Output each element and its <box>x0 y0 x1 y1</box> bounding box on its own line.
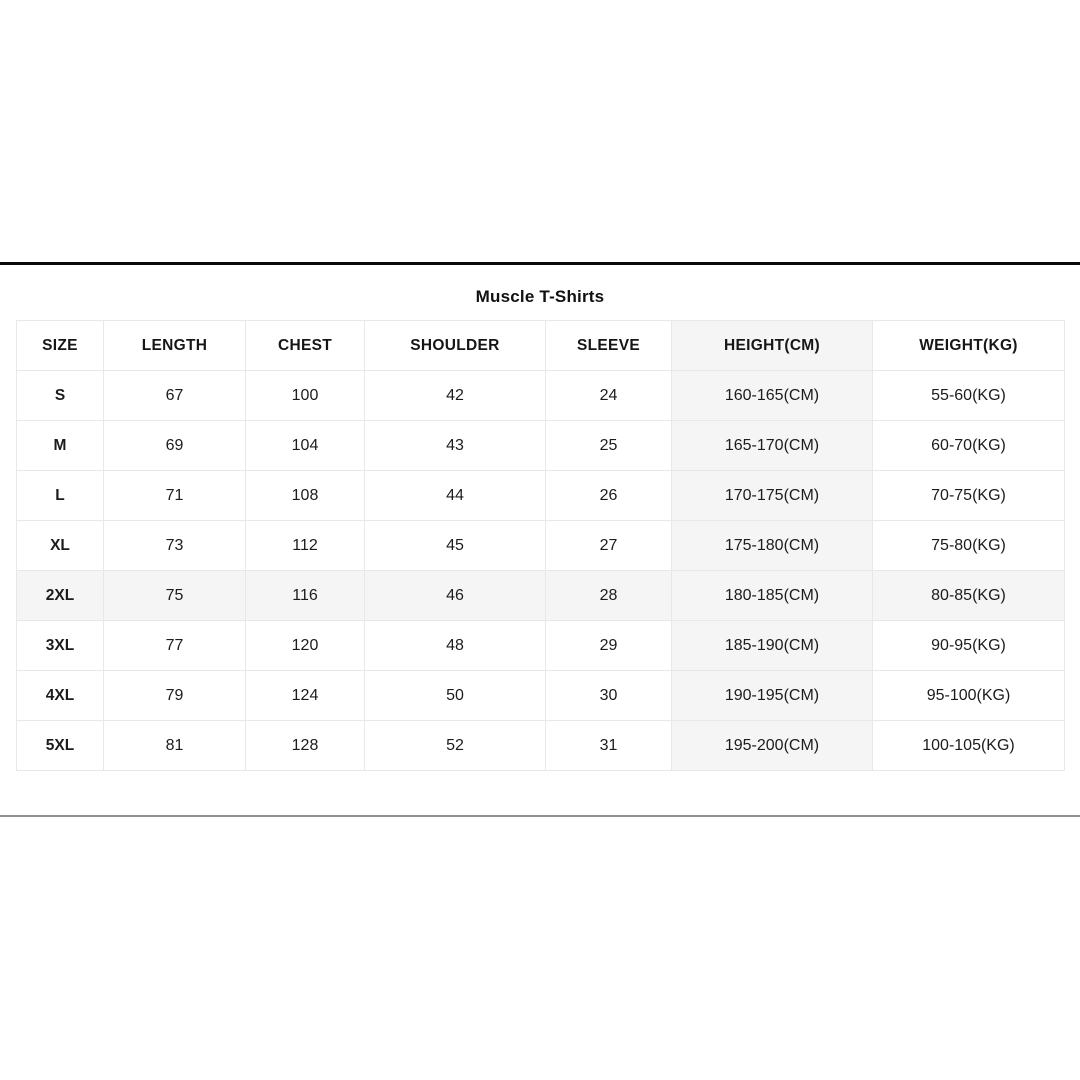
table-row <box>17 371 1065 421</box>
cell-weight: 75-80(KG) <box>873 521 1065 571</box>
cell-height: 170-175(CM) <box>672 471 873 521</box>
cell-chest: 104 <box>246 421 365 471</box>
cell-chest: 108 <box>246 471 365 521</box>
cell-shoulder: 43 <box>365 421 546 471</box>
cell-chest: 128 <box>246 721 365 771</box>
size-chart-table <box>16 320 1065 771</box>
size-chart-body <box>17 371 1065 771</box>
cell-length: 77 <box>104 621 246 671</box>
cell-length: 81 <box>104 721 246 771</box>
cell-sleeve: 30 <box>546 671 672 721</box>
cell-length: 71 <box>104 471 246 521</box>
cell-sleeve: 31 <box>546 721 672 771</box>
cell-size: M <box>17 421 104 471</box>
cell-height: 190-195(CM) <box>672 671 873 721</box>
cell-sleeve: 27 <box>546 521 672 571</box>
table-row <box>17 721 1065 771</box>
cell-size: 2XL <box>17 571 104 621</box>
cell-sleeve: 29 <box>546 621 672 671</box>
bottom-divider-rule <box>0 815 1080 817</box>
cell-length: 69 <box>104 421 246 471</box>
column-header-shoulder: SHOULDER <box>365 321 546 371</box>
cell-length: 67 <box>104 371 246 421</box>
table-row <box>17 671 1065 721</box>
column-header-weight: WEIGHT(KG) <box>873 321 1065 371</box>
cell-height: 175-180(CM) <box>672 521 873 571</box>
cell-length: 73 <box>104 521 246 571</box>
table-row <box>17 421 1065 471</box>
header-row <box>17 321 1065 371</box>
cell-height: 180-185(CM) <box>672 571 873 621</box>
cell-height: 160-165(CM) <box>672 371 873 421</box>
cell-height: 195-200(CM) <box>672 721 873 771</box>
cell-weight: 80-85(KG) <box>873 571 1065 621</box>
cell-shoulder: 46 <box>365 571 546 621</box>
column-header-length: LENGTH <box>104 321 246 371</box>
cell-size: L <box>17 471 104 521</box>
cell-weight: 55-60(KG) <box>873 371 1065 421</box>
cell-size: XL <box>17 521 104 571</box>
cell-weight: 70-75(KG) <box>873 471 1065 521</box>
cell-weight: 90-95(KG) <box>873 621 1065 671</box>
cell-weight: 100-105(KG) <box>873 721 1065 771</box>
cell-chest: 120 <box>246 621 365 671</box>
column-header-height: HEIGHT(CM) <box>672 321 873 371</box>
cell-shoulder: 52 <box>365 721 546 771</box>
cell-size: 3XL <box>17 621 104 671</box>
cell-length: 75 <box>104 571 246 621</box>
cell-size: 5XL <box>17 721 104 771</box>
table-row <box>17 471 1065 521</box>
column-header-chest: CHEST <box>246 321 365 371</box>
cell-sleeve: 24 <box>546 371 672 421</box>
cell-shoulder: 44 <box>365 471 546 521</box>
column-header-size: SIZE <box>17 321 104 371</box>
cell-sleeve: 25 <box>546 421 672 471</box>
cell-chest: 116 <box>246 571 365 621</box>
cell-shoulder: 45 <box>365 521 546 571</box>
table-row <box>17 571 1065 621</box>
cell-size: 4XL <box>17 671 104 721</box>
size-chart-title: Muscle T-Shirts <box>475 287 605 306</box>
top-divider-rule <box>0 262 1080 265</box>
cell-chest: 100 <box>246 371 365 421</box>
cell-length: 79 <box>104 671 246 721</box>
cell-height: 165-170(CM) <box>672 421 873 471</box>
cell-shoulder: 42 <box>365 371 546 421</box>
cell-shoulder: 50 <box>365 671 546 721</box>
cell-weight: 60-70(KG) <box>873 421 1065 471</box>
cell-sleeve: 28 <box>546 571 672 621</box>
cell-chest: 124 <box>246 671 365 721</box>
cell-chest: 112 <box>246 521 365 571</box>
table-row <box>17 621 1065 671</box>
cell-sleeve: 26 <box>546 471 672 521</box>
cell-shoulder: 48 <box>365 621 546 671</box>
cell-size: S <box>17 371 104 421</box>
cell-weight: 95-100(KG) <box>873 671 1065 721</box>
cell-height: 185-190(CM) <box>672 621 873 671</box>
column-header-sleeve: SLEEVE <box>546 321 672 371</box>
table-row <box>17 521 1065 571</box>
